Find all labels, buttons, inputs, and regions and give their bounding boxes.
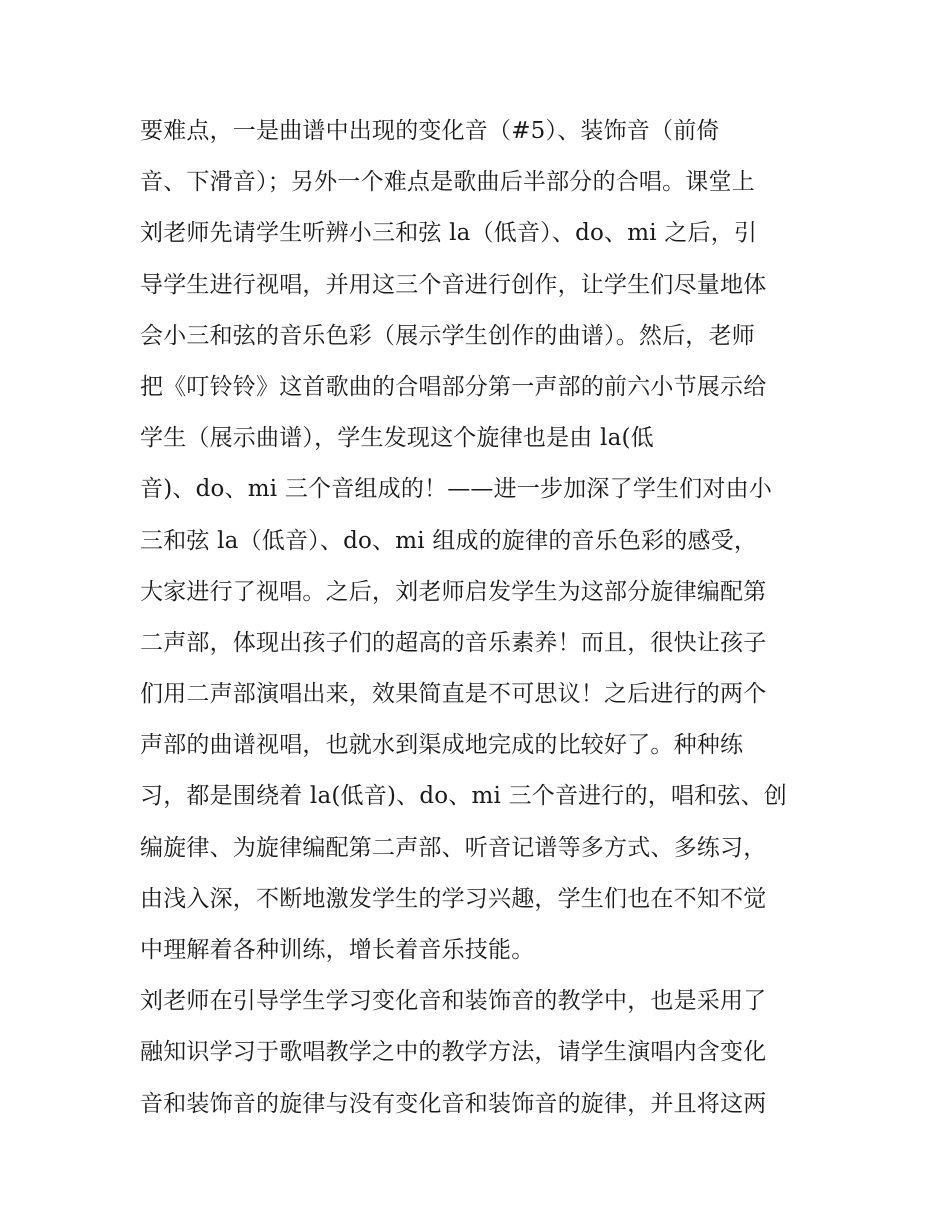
text-line: 习，都是围绕着 la(低音)、do、mi 三个音进行的，唱和弦、创 xyxy=(140,783,787,810)
text-line: 导学生进行视唱，并用这三个音进行创作，让学生们尽量地体 xyxy=(140,271,767,298)
text-line: 编旋律、为旋律编配第二声部、听音记谱等多方式、多练习， xyxy=(140,834,767,861)
body-text xyxy=(140,106,830,1130)
text-line: 音、下滑音）；另外一个难点是歌曲后半部分的合唱。课堂上 xyxy=(140,169,755,196)
text-line: 们用二声部演唱出来，效果简直是不可思议！之后进行的两个 xyxy=(140,681,767,708)
text-line: 刘老师先请学生听辨小三和弦 la（低音）、do、mi 之后，引 xyxy=(140,220,758,247)
text-line: 会小三和弦的音乐色彩（展示学生创作的曲谱）。然后，老师 xyxy=(140,322,755,349)
text-line: 要难点，一是曲谱中出现的变化音（#5）、装饰音（前倚 xyxy=(140,118,720,144)
text-line: 声部的曲谱视唱，也就水到渠成地完成的比较好了。种种练 xyxy=(140,732,744,759)
text-line: 大家进行了视唱。之后，刘老师启发学生为这部分旋律编配第 xyxy=(140,578,767,605)
text-line: 融知识学习于歌唱教学之中的教学方法，请学生演唱内含变化 xyxy=(140,1039,767,1066)
text-line: 把《叮铃铃》这首歌曲的合唱部分第一声部的前六小节展示给 xyxy=(140,373,767,400)
text-line: 学生（展示曲谱），学生发现这个旋律也是由 la(低 xyxy=(140,425,654,452)
text-line: 音)、do、mi 三个音组成的！——进一步加深了学生们对由小 xyxy=(140,476,773,503)
text-line: 音和装饰音的旋律与没有变化音和装饰音的旋律，并且将这两 xyxy=(140,1090,767,1117)
text-line: 二声部，体现出孩子们的超高的音乐素养！而且，很快让孩子 xyxy=(140,629,767,656)
text-line: 由浅入深，不断地激发学生的学习兴趣，学生们也在不知不觉 xyxy=(140,885,767,912)
text-line: 刘老师在引导学生学习变化音和装饰音的教学中，也是采用了 xyxy=(140,988,767,1015)
text-line: 中理解着各种训练，增长着音乐技能。 xyxy=(140,937,535,963)
text-line: 三和弦 la（低音）、do、mi 组成的旋律的音乐色彩的感受， xyxy=(140,527,758,554)
